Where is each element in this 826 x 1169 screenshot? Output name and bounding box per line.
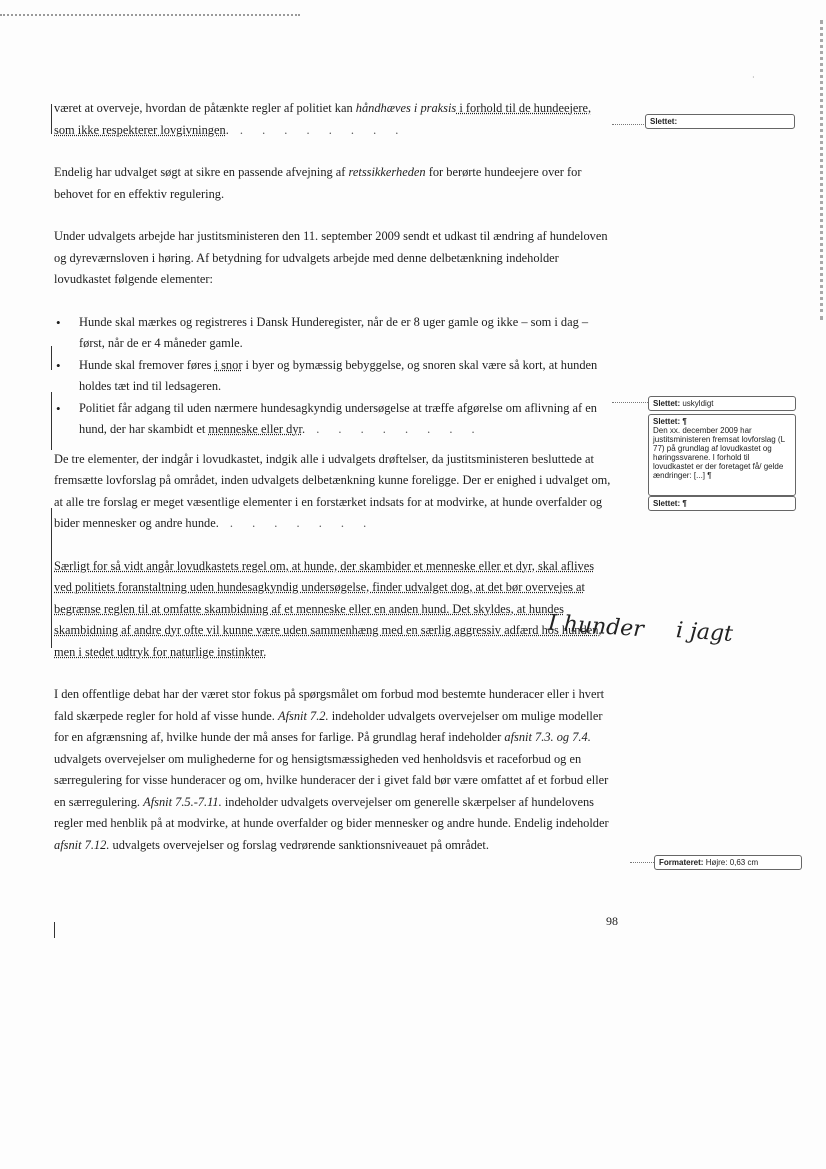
paragraph-2-text: Endelig har udvalget søgt at sikre en passende afvejning af (54, 165, 349, 179)
list-item-text: . (301, 422, 306, 436)
section-reference: Afsnit 7.5.-7.11. (143, 794, 222, 809)
revision-bar (51, 392, 52, 450)
list-item (54, 355, 614, 398)
paragraph-6-text: udvalgets overvejelser og forslag vedrørende sanktionsniveauet på området. (109, 837, 489, 852)
scan-artifact-top (0, 14, 300, 16)
page-number: 98 (606, 914, 618, 928)
list-item-text: i byer og bymæssig bebyggelse, og snoren skal være så kort, at hunden holdes tæt ind til ledsageren. (79, 357, 598, 393)
paragraph-4-text: De tre elementer, der indgår i lovudkastet, indgik alle i udvalgets drøftelser, da justitsministeren besluttede at fremsætte lovforslag på området, inden udvalgets delbetænkning kunne foreligge. Der er enighed i udvalget om, at alle tre forslag er meget væsentlige elementer i en forstærket indsats for at modvirke, at hunde overfalder og bider mennesker og andre hunde. (54, 451, 611, 530)
paragraph-2 (54, 162, 614, 205)
paragraph-4 (54, 449, 614, 535)
comment-leader (612, 124, 648, 125)
comment-label: Slettet: (650, 117, 678, 126)
inserted-text: i forhold til de hundeejere, som ikke respekterer lovgivningen (54, 101, 592, 137)
comment-balloon-formatted[interactable] (654, 855, 802, 870)
comment-label: Slettet: ¶ (653, 499, 687, 508)
comment-label: Slettet: ¶ (653, 417, 687, 426)
paragraph-3: Under udvalgets arbejde har justitsministeren den 11. september 2009 sendt et udkast til ændring af hundeloven og dyreværnsloven i høring. Af betydning for udvalgets arbejde med denne delbetænkning indeholder lovudkastet følgende elementer: (54, 229, 608, 286)
section-reference: afsnit 7.12. (54, 837, 110, 852)
list-item-text: Politiet får adgang til uden nærmere hundesagkyndig undersøgelse at træffe afgørelse om aflivning af en hund, der har skambidt et (79, 400, 597, 436)
paragraph-6-text: indeholder udvalgets overvejelser om generelle skærpelser af hundelovens regler med henblik på at modvirke, at hunde overfalder og bider mennesker og andre hunde. Endelig indeholder (54, 794, 609, 830)
comment-balloon-deleted[interactable] (648, 396, 796, 411)
list-item (54, 398, 614, 441)
comment-label: Formateret: (659, 858, 704, 867)
revision-bar (51, 346, 52, 370)
paragraph-6-text: udvalgets overvejelser om mulighederne for og hensigtsmæssigheden ved henholdsvis et raceforbud og en særregulering for visse hunderacer og om, hvilke hunderacer der i givet fald bør være omfattet af et forbud eller en særregulering. (54, 751, 609, 809)
comment-text: uskyldigt (682, 399, 714, 408)
element-list (54, 312, 614, 441)
handwritten-annotation: i jagt (675, 618, 734, 647)
inserted-text: i snor (214, 357, 243, 372)
paragraph-6 (54, 684, 614, 856)
deletion-dots: . . . . . . . . (228, 122, 407, 137)
list-item (54, 312, 614, 355)
paragraph-6-text: I den offentlige debat har der været stor fokus på spørgsmålet om forbud mod bestemte hunderacer eller i hvert fald skærpede regler for hold af visse hunde. (54, 687, 605, 723)
list-item-text: Hunde skal mærkes og registreres i Dansk Hunderegister, når de er 8 uger gamle og ikke – som i dag – først, når de er 4 måneder gamle. (79, 314, 589, 350)
paragraph-1-text: været at overveje, hvordan de påtænkte regler af politiet kan (54, 101, 356, 115)
paragraph-2-end: for berørte hundeejere over for behovet for en effektiv regulering. (54, 165, 582, 201)
comment-balloon-deleted[interactable] (648, 414, 796, 496)
comment-balloon-deleted[interactable] (645, 114, 795, 129)
comment-text: Den xx. december 2009 har justitsministeren fremsat lovforslag (L 77) på grundlag af lovudkastet og høringssvarene. I forhold til lovudkastet er der foretaget få/ gelde ændringer: [...] ¶ (653, 426, 785, 480)
deletion-dots: . . . . . . . . (305, 422, 483, 436)
inserted-text: menneske eller dyr (208, 422, 302, 436)
section-reference: Afsnit 7.2. (278, 708, 329, 723)
paragraph-6-text: indeholder udvalgets overvejelser om mulige modeller for en afgrænsning af, hvilke hunde der må anses for farlige. På grundlag heraf indeholder (54, 708, 603, 744)
handwritten-annotation: I hunder (547, 610, 645, 643)
comment-balloon-deleted[interactable] (648, 496, 796, 511)
deletion-dots: . . . . . . . (218, 516, 375, 530)
comment-leader (630, 862, 656, 863)
comment-text: Højre: 0,63 cm (705, 858, 759, 867)
paragraph-1 (54, 98, 614, 141)
comment-leader (612, 402, 648, 403)
section-reference: afsnit 7.3. og 7.4. (504, 730, 591, 744)
list-item-text: Hunde skal fremover føres (79, 357, 215, 372)
revision-bar (51, 104, 52, 134)
paragraph-5-inserted: Særligt for så vidt angår lovudkastets regel om, at hunde, der skambider et menneske eller et dyr, skal aflives ved politiets foranstaltning uden hundesagkyndig undersøgelse, finder udvalget dog, at det bør overvejes at begrænse reglen til at omfatte skambidning af et menneske eller en anden hund. Det skyldes, at hundes skambidning af andre dyr ofte vil kunne være uden sammenhæng med en særlig aggressiv adfærd hos hunden, men i stedet udtryk for naturlige instinkter. (54, 558, 602, 659)
paragraph-1-end: . (225, 122, 229, 137)
comment-label: Slettet: (653, 399, 681, 408)
revision-bar (54, 922, 55, 938)
scan-speck: · (752, 73, 755, 82)
document-body (54, 98, 614, 856)
paragraph-2-emphasis: retssikkerheden (348, 165, 426, 179)
paragraph-1-emphasis: håndhæves i praksis (355, 101, 457, 115)
scan-artifact-right (820, 20, 823, 320)
revision-bar (51, 508, 52, 648)
